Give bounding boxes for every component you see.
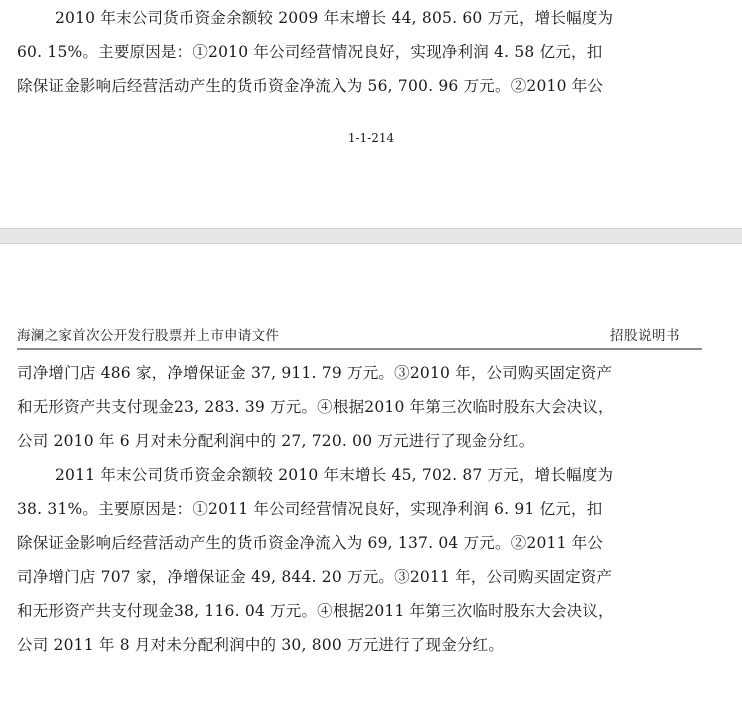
text-line: 司净增门店 486 家，净增保证金 37, 911. 79 万元。③2010 年，公司购买固定资产 [17,364,613,382]
text-line: 司净增门店 707 家，净增保证金 49, 844. 20 万元。③2011 年，公司购买固定资产 [17,568,613,586]
text-line: 2011 年末公司货币资金余额较 2010 年末增长 45, 702. 87 万元，增长幅度为 [55,466,614,484]
text-line: 和无形资产共支付现金38, 116. 04 万元。④根据2011 年第三次临时股东大会决议， [17,602,614,620]
document-page-2 [0,244,742,706]
text-line: 38. 31%。主要原因是：①2011 年公司经营情况良好，实现净利润 6. 91 亿元，扣 [17,500,603,518]
text-line: 公司 2010 年 6 月对未分配利润中的 27, 720. 00 万元进行了现金分红。 [17,432,535,450]
paragraph-2011 [17,458,717,662]
text-line: 60. 15%。主要原因是：①2010 年公司经营情况良好，实现净利润 4. 58 亿元，扣 [17,43,603,61]
document-page-1 [0,0,742,228]
page-separator [0,228,742,244]
text-line: 2010 年末公司货币资金余额较 2009 年末增长 44, 805. 60 万元，增长幅度为 [55,9,614,27]
text-line: 除保证金影响后经营活动产生的货币资金净流入为 69, 137. 04 万元。②2011 年公 [17,534,604,552]
page-number: 1-1-214 [347,131,395,145]
text-line: 除保证金影响后经营活动产生的货币资金净流入为 56, 700. 96 万元。②2010 年公 [17,77,604,95]
text-line: 公司 2011 年 8 月对未分配利润中的 30, 800 万元进行了现金分红。 [17,636,505,654]
header-document-type: 招股说明书 [610,328,680,344]
header-document-title: 海澜之家首次公开发行股票并上市申请文件 [17,328,280,344]
running-header [17,320,702,350]
text-line: 和无形资产共支付现金23, 283. 39 万元。④根据2010 年第三次临时股东大会决议， [17,398,614,416]
paragraph-2010-end [17,356,717,458]
paragraph-2010-continuation [17,1,717,103]
